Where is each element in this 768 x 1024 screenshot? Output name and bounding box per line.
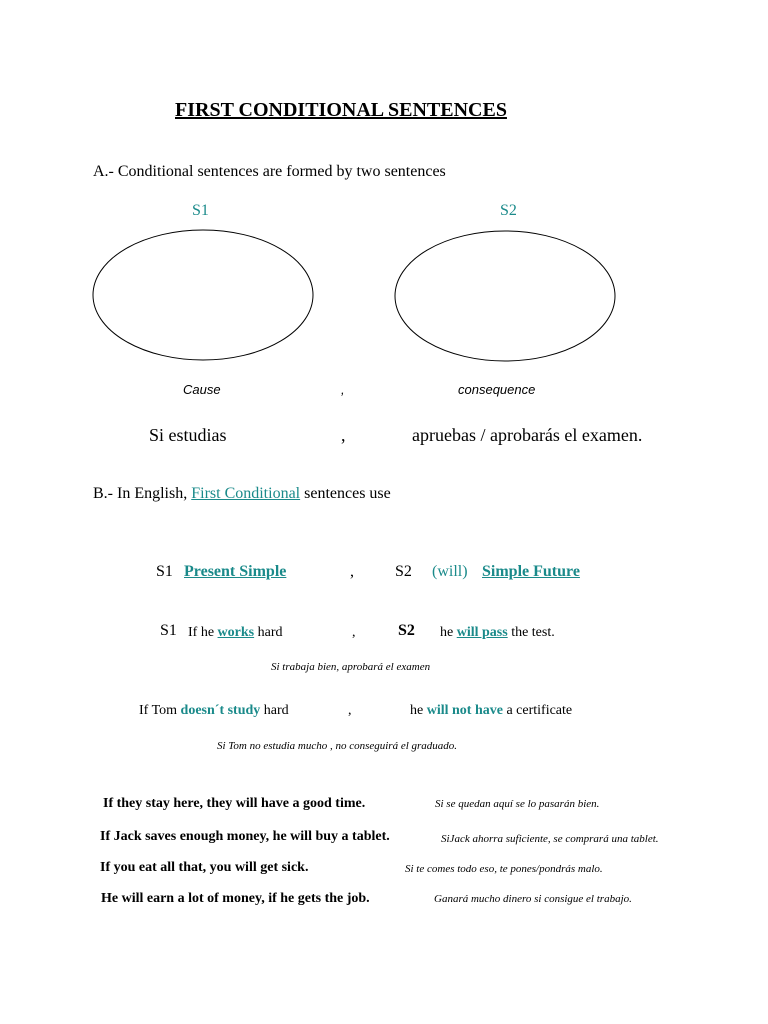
example1-translation: Si trabaja bien, aprobará el examen [271, 661, 431, 673]
example1-will-pass: will pass [456, 625, 508, 640]
formula-s2: S2 [395, 563, 412, 580]
example2-he: he [410, 703, 427, 718]
cause-comma: , [341, 382, 345, 397]
consequence-label: consequence [458, 382, 536, 397]
example2-certificate: a certificate [502, 703, 573, 718]
formula-comma: , [350, 563, 354, 580]
example-es-2: SiJack ahorra suficiente, se comprará una tablet. [441, 833, 659, 845]
example1-the-test: the test. [507, 625, 555, 640]
section-a-intro: A.- Conditional sentences are formed by two sentences [93, 163, 446, 180]
example1-he: he [440, 625, 457, 640]
example2-if-tom: If Tom [139, 703, 181, 718]
example1-hard: hard [254, 625, 283, 640]
example-spanish-right: apruebas / aprobarás el examen. [412, 425, 643, 445]
s1-ellipse [93, 230, 313, 360]
example-es-1: Si se quedan aquí se lo pasarán bien. [435, 798, 600, 810]
formula-s1: S1 [156, 563, 173, 580]
example1-comma: , [352, 625, 356, 640]
section-b-intro [93, 485, 391, 503]
example1-result [440, 625, 555, 641]
s2-ellipse [395, 231, 615, 361]
s1-label: S1 [192, 202, 209, 219]
formula-present-simple: Present Simple [184, 563, 287, 580]
cause-label: Cause [183, 382, 221, 397]
example-en-4: He will earn a lot of money, if he gets the job. [101, 891, 370, 906]
example-es-4: Ganará mucho dinero si consigue el trabajo. [434, 893, 632, 905]
formula-will: (will) [432, 563, 468, 580]
example1-if-he: If he [188, 625, 218, 640]
example-en-3: If you eat all that, you will get sick. [100, 860, 309, 875]
page-title: FIRST CONDITIONAL SENTENCES [175, 99, 507, 121]
example1-works: works [217, 625, 255, 640]
section-b-intro-pre: B.- In English, [93, 485, 192, 502]
example2-result [410, 703, 572, 719]
example-en-2: If Jack saves enough money, he will buy a tablet. [100, 829, 390, 844]
example2-comma: , [348, 703, 352, 718]
example2-doesnt-study: doesn´t study [180, 703, 261, 718]
example1-s1: S1 [160, 622, 177, 639]
example-es-3: Si te comes todo eso, te pones/pondrás malo. [405, 863, 603, 875]
example2-will-not-have: will not have [426, 703, 503, 718]
example1-condition [188, 625, 283, 641]
example1-s2: S2 [398, 622, 415, 639]
example2-condition [139, 703, 289, 719]
example-en-1: If they stay here, they will have a good time. [103, 796, 366, 811]
formula-simple-future: Simple Future [482, 563, 580, 580]
example2-translation: Si Tom no estudia mucho , no conseguirá el graduado. [217, 740, 458, 752]
example-spanish-comma: , [341, 425, 346, 445]
s2-label: S2 [500, 202, 517, 219]
diagram-ellipses [0, 0, 768, 380]
example2-hard: hard [260, 703, 289, 718]
first-conditional-link[interactable]: First Conditional [191, 485, 301, 502]
section-b-intro-post: sentences use [300, 485, 391, 502]
example-spanish-left: Si estudias [149, 425, 227, 445]
